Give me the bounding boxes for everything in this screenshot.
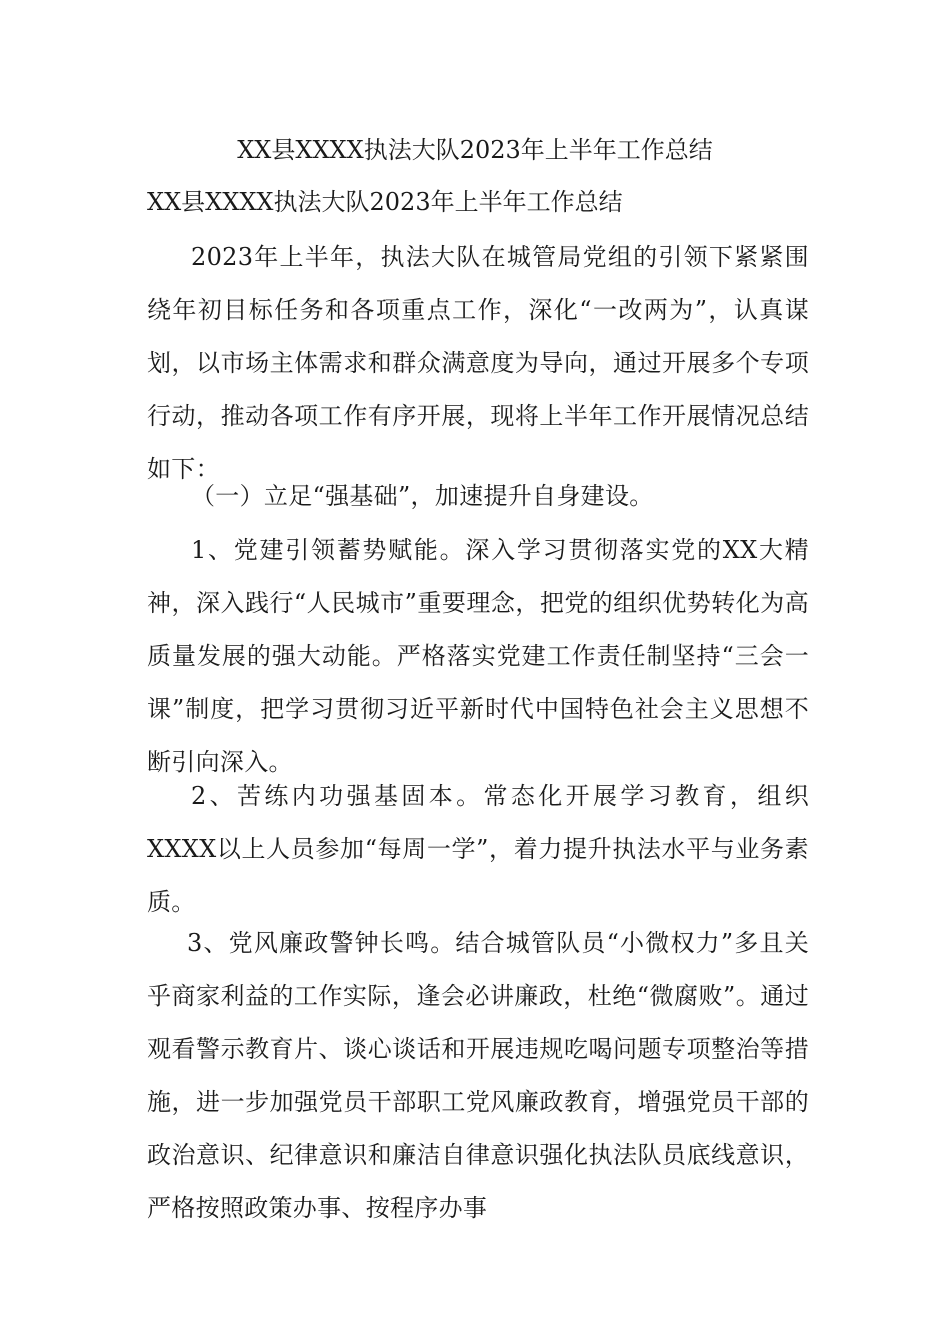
item-2-paragraph: 2、苦练内功强基固本。常态化开展学习教育，组织XXXX以上人员参加“每周一学”，着力提升执法水平与业务素质。 [147,782,809,916]
intro-paragraph: 2023年上半年，执法大队在城管局党组的引领下紧紧围绕年初目标任务和各项重点工作，深化“一改两为”，认真谋划，以市场主体需求和群众满意度为导向，通过开展多个专项行动，推动各项工作有序开展，现将上半年工作开展情况总结如下： [147,243,809,483]
document-title-left: XX县XXXX执法大队2023年上半年工作总结 [147,188,623,216]
item-1-paragraph: 1、党建引领蓄势赋能。深入学习贯彻落实党的XX大精神，深入践行“人民城市”重要理念，把党的组织优势转化为高质量发展的强大动能。严格落实党建工作责任制坚持“三会一课”制度，把学习贯彻习近平新时代中国特色社会主义思想不断引向深入。 [147,536,809,776]
document-title-centered: XX县XXXX执法大队2023年上半年工作总结 [237,136,713,164]
section-heading-1: （一）立足“强基础”，加速提升自身建设。 [191,482,654,510]
item-3-paragraph: 3、党风廉政警钟长鸣。结合城管队员“小微权力”多且关乎商家利益的工作实际，逢会必讲廉政，杜绝“微腐败”。通过观看警示教育片、谈心谈话和开展违规吃喝问题专项整治等措施，进一步加强党员干部职工党风廉政教育，增强党员干部的政治意识、纪律意识和廉洁自律意识强化执法队员底线意识，严格按照政策办事、按程序办事 [147,929,809,1222]
